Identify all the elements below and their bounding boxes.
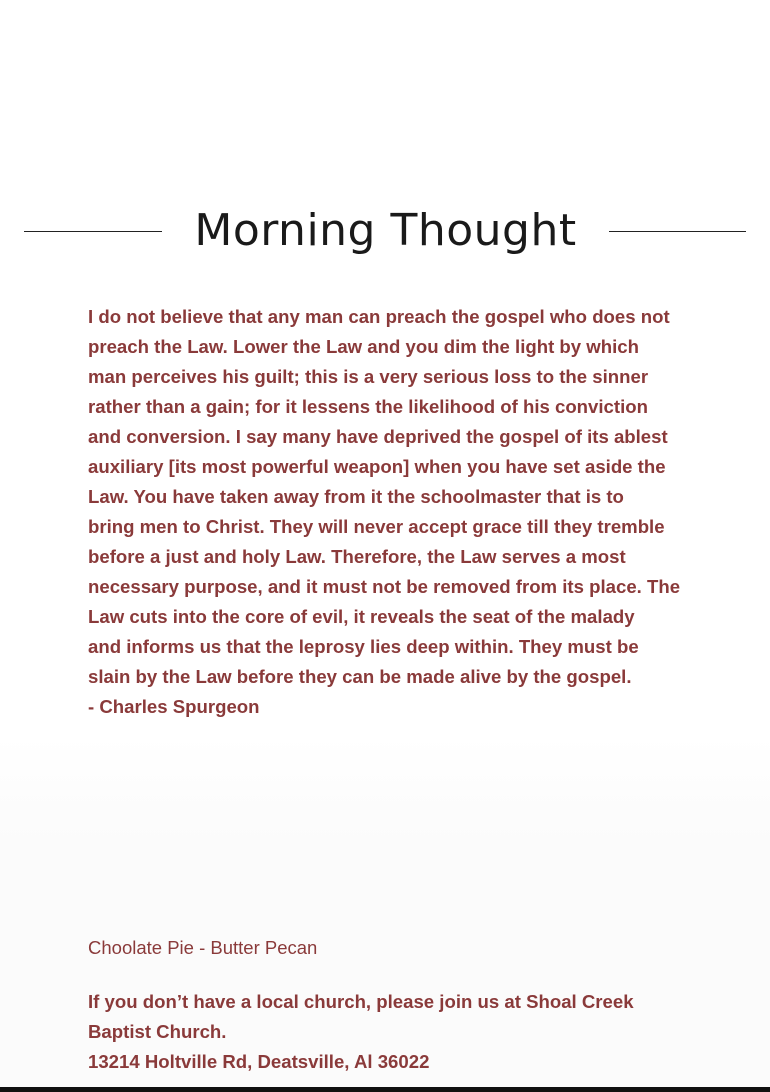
- quote-line: preach the Law. Lower the Law and you dim the light by which: [88, 336, 639, 357]
- quote-attribution: - Charles Spurgeon: [88, 696, 260, 717]
- quote-line: rather than a gain; for it lessens the likelihood of his conviction: [88, 396, 648, 417]
- quote-line: slain by the Law before they can be made alive by the gospel.: [88, 666, 632, 687]
- quote-line: bring men to Christ. They will never accept grace till they tremble: [88, 516, 665, 537]
- quote-line: Law cuts into the core of evil, it reveals the seat of the malady: [88, 606, 635, 627]
- quote-line: and conversion. I say many have deprived the gospel of its ablest: [88, 426, 668, 447]
- quote-line: necessary purpose, and it must not be removed from its place. The: [88, 576, 681, 597]
- quote-line: and informs us that the leprosy lies deep within. They must be: [88, 636, 639, 657]
- invite-text-line: Baptist Church.: [88, 1021, 227, 1042]
- quote-line: auxiliary [its most powerful weapon] when you have set aside the: [88, 456, 666, 477]
- page-title: Morning Thought: [194, 205, 577, 256]
- bottom-bar: [0, 1087, 770, 1092]
- quote-line: before a just and holy Law. Therefore, the Law serves a most: [88, 546, 626, 567]
- pie-note: Choolate Pie - Butter Pecan: [88, 937, 318, 958]
- church-invite: [88, 987, 688, 1077]
- quote-line: I do not believe that any man can preach the gospel who does not: [88, 306, 670, 327]
- invite-text-line: If you don’t have a local church, please join us at Shoal Creek: [88, 991, 634, 1012]
- heading-rule-left: [24, 231, 162, 232]
- quote-line: man perceives his guilt; this is a very serious loss to the sinner: [88, 366, 649, 387]
- church-address: 13214 Holtville Rd, Deatsville, Al 36022: [88, 1051, 430, 1072]
- section-heading: [24, 200, 746, 262]
- quote-block: [88, 302, 686, 722]
- heading-rule-right: [609, 231, 746, 232]
- quote-line: Law. You have taken away from it the schoolmaster that is to: [88, 486, 624, 507]
